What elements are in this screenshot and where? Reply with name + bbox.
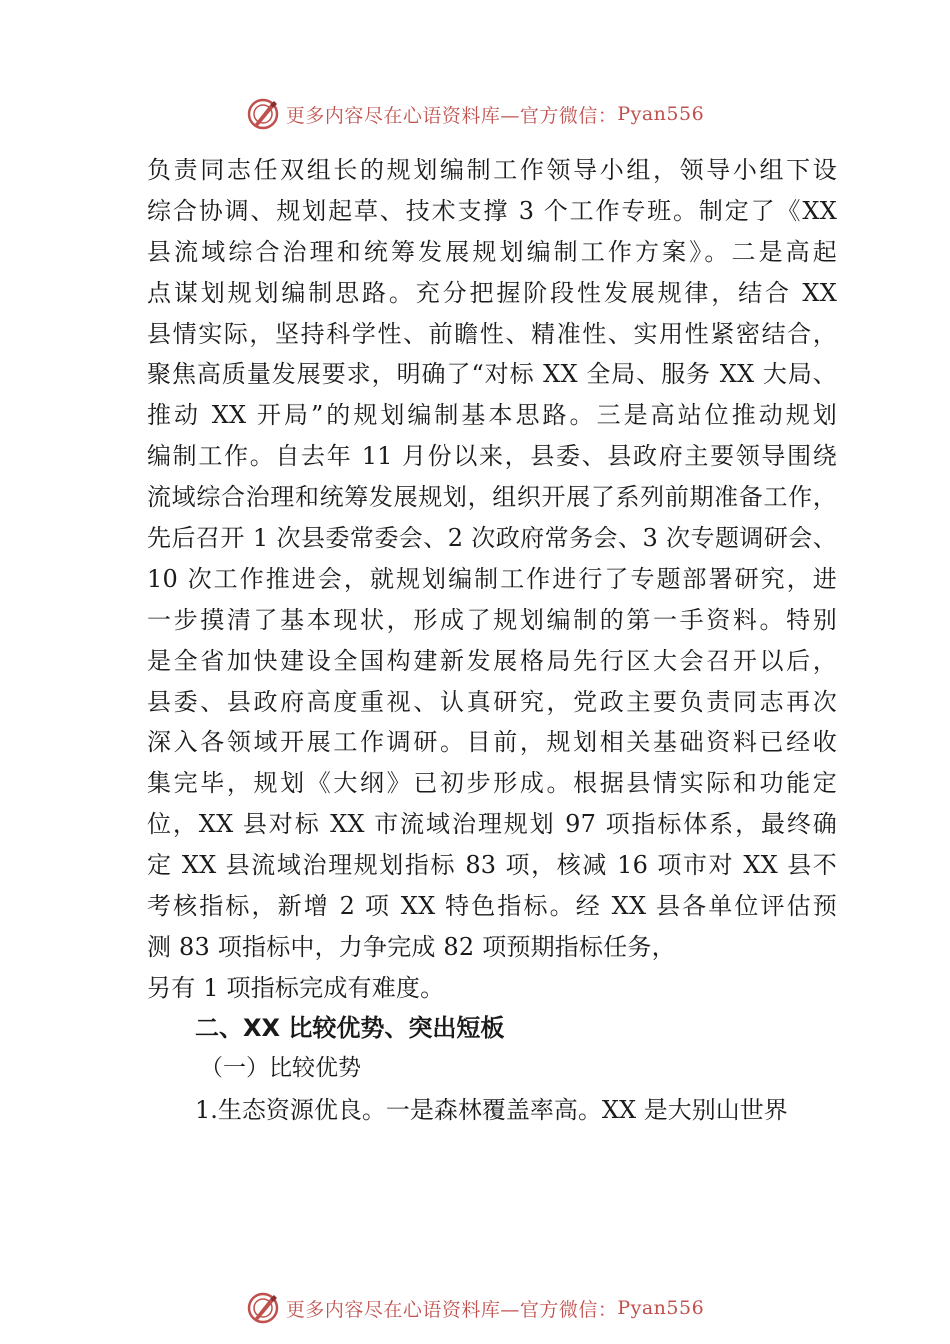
pen-circle-icon <box>246 1291 280 1325</box>
text-line: 位，XX 县对标 XX 市流域治理规划 97 项指标体系，最终确 <box>147 810 837 839</box>
text-line: 测 83 项指标中，力争完成 82 项预期指标任务， <box>147 932 676 961</box>
text-line: 编制工作。自去年 11 月份以来，县委、县政府主要领导围绕 <box>147 442 837 471</box>
wechat-id: Pyan556 <box>617 1297 705 1319</box>
text-line: 负责同志任双组长的规划编制工作领导小组，领导小组下设 <box>147 156 837 184</box>
text-line: 另有 1 项指标完成有难度。 <box>147 973 445 1002</box>
text-line: 深入各领域开展工作调研。目前，规划相关基础资料已经收 <box>147 728 837 757</box>
pen-circle-icon <box>246 97 280 131</box>
text-line: 县流域综合治理和统筹发展规划编制工作方案》。二是高起 <box>147 237 837 266</box>
paragraph-start: 1.生态资源优良。一是森林覆盖率高。XX 是大别山世界 <box>195 1096 788 1124</box>
text-line: 先后召开 1 次县委常委会、2 次政府常务会、3 次专题调研会、 <box>147 524 837 553</box>
text-line: 集完毕，规划《大纲》已初步形成。根据县情实际和功能定 <box>147 769 837 798</box>
text-line: 综合协调、规划起草、技术支撑 3 个工作专班。制定了《XX <box>147 196 837 225</box>
text-line: 是全省加快建设全国构建新发展格局先行区大会召开以后， <box>147 646 837 675</box>
subsection-heading: （一）比较优势 <box>200 1055 361 1081</box>
text-line: 考核指标，新增 2 项 XX 特色指标。经 XX 县各单位评估预 <box>147 892 837 921</box>
text-line: 县委、县政府高度重视、认真研究，党政主要负责同志再次 <box>147 687 837 716</box>
text-line: 定 XX 县流域治理规划指标 83 项，核减 16 项市对 XX 县不 <box>147 851 837 880</box>
text-line: 10 次工作推进会，就规划编制工作进行了专题部署研究，进 <box>147 564 837 593</box>
banner-text: 更多内容尽在心语资料库—官方微信： <box>285 104 618 127</box>
text-line: 推动 XX 开局”的规划编制基本思路。三是高站位推动规划 <box>147 401 837 430</box>
header-banner <box>0 94 950 134</box>
text-line: 一步摸清了基本现状，形成了规划编制的第一手资料。特别 <box>147 605 837 634</box>
footer-banner <box>0 1288 950 1328</box>
section-heading: 二、XX 比较优势、突出短板 <box>195 1014 505 1042</box>
text-line: 流域综合治理和统筹发展规划，组织开展了系列前期准备工作， <box>147 483 837 512</box>
text-line: 点谋划规划编制思路。充分把握阶段性发展规律，结合 XX <box>147 278 837 307</box>
text-line: 聚焦高质量发展要求，明确了“对标 XX 全局、服务 XX 大局、 <box>147 360 837 389</box>
text-line: 县情实际，坚持科学性、前瞻性、精准性、实用性紧密结合， <box>147 319 837 348</box>
document-body <box>147 150 837 1009</box>
wechat-id: Pyan556 <box>617 103 705 125</box>
banner-text: 更多内容尽在心语资料库—官方微信： <box>285 1298 618 1321</box>
